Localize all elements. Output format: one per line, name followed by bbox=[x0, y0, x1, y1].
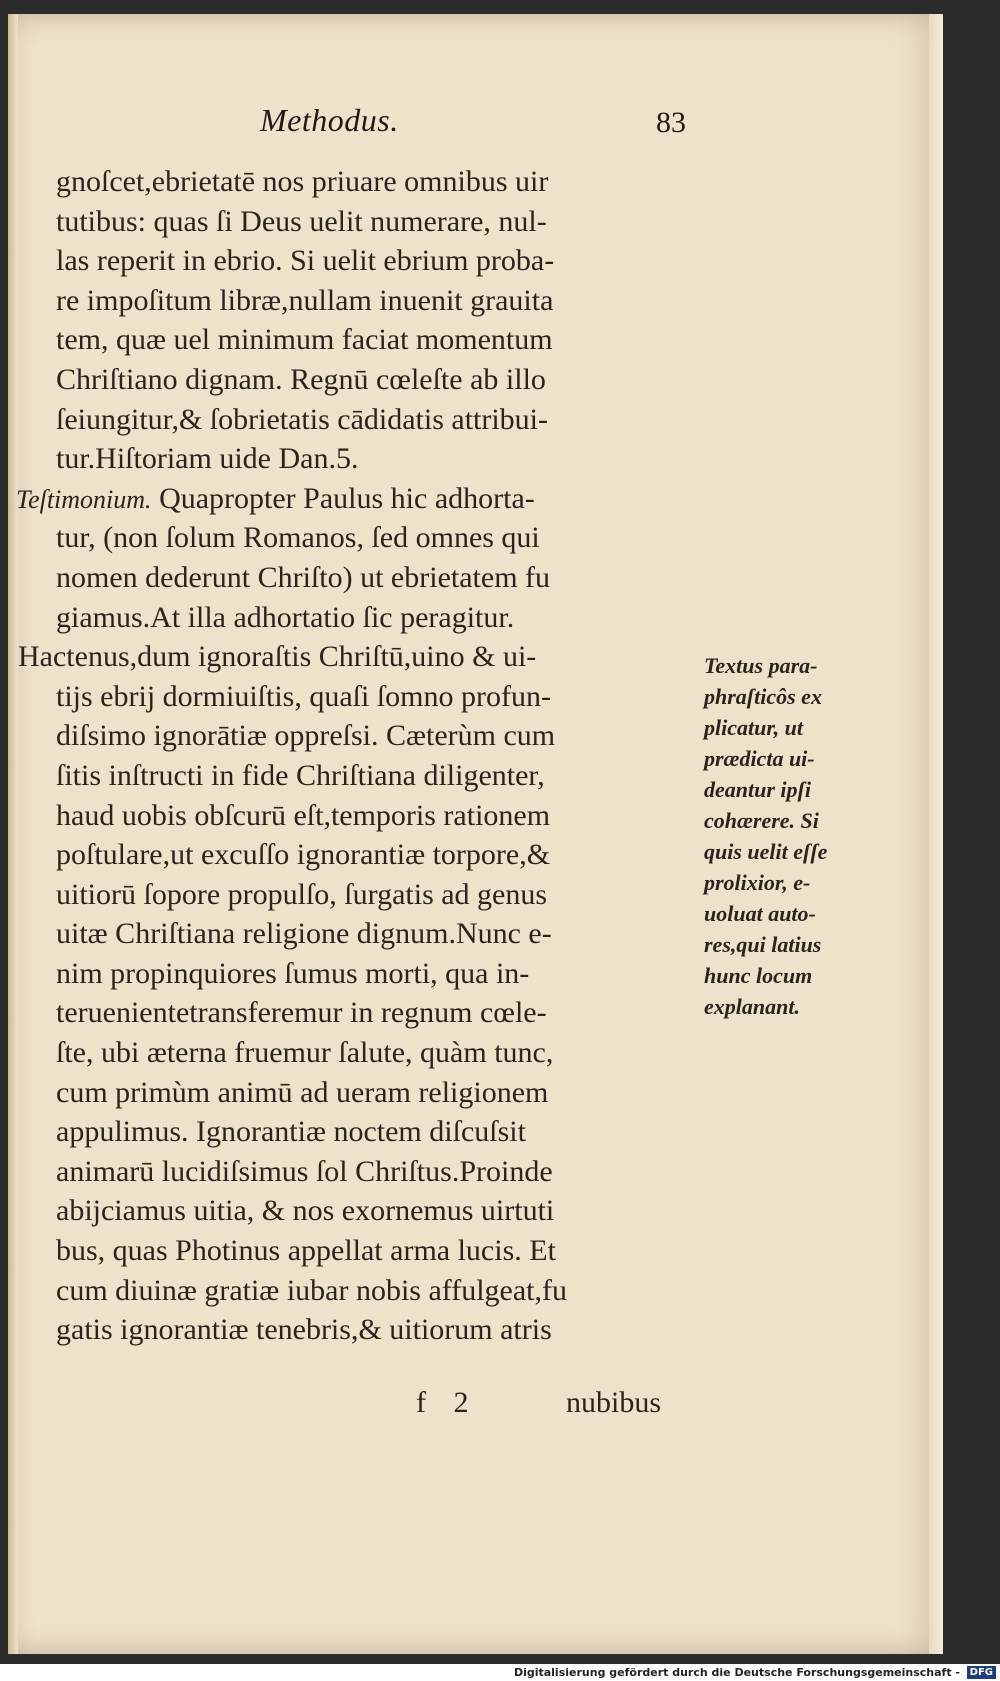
text-line: uitæ Chriſtiana religione dignum.Nunc e- bbox=[56, 917, 552, 951]
text-line: tutibus: quas ſi Deus uelit numerare, nul- bbox=[56, 204, 547, 238]
text-line: diſsimo ignorātiæ oppreſsi. Cæterùm cum bbox=[56, 719, 556, 753]
footer-credit: Digitalisierung gefördert durch die Deutsche Forschungsgemeinschaft - bbox=[513, 1666, 960, 1679]
text-line: tem, quæ uel minimum faciat momentum bbox=[56, 323, 553, 357]
text-line: nomen dederunt Chriſto) ut ebrietatem fu bbox=[56, 560, 551, 594]
text-line: cum diuinæ gratiæ iubar nobis affulgeat,fu bbox=[56, 1273, 568, 1307]
text-line: giamus.At illa adhortatio ſic peragitur. bbox=[56, 600, 515, 634]
text-line: Quapropter Paulus hic adhorta- bbox=[159, 481, 535, 515]
text-line: bus, quas Photinus appellat arma lucis. Et bbox=[56, 1234, 556, 1268]
page-gutter bbox=[8, 14, 18, 1654]
text-line: Chriſtiano dignam. Regnū cœleſte ab illo bbox=[56, 362, 546, 396]
text-line: ſitis inſtructi in fide Chriſtiana diligenter, bbox=[56, 758, 545, 792]
catchword: nubibus bbox=[566, 1386, 662, 1419]
footer-bar bbox=[0, 1664, 1000, 1681]
sidenote-label: Teſtimonium. bbox=[16, 484, 152, 514]
text-line: teruenientetransferemur in regnum cœle- bbox=[56, 996, 547, 1030]
text-line: nim propinquiores ſumus morti, qua in- bbox=[56, 956, 530, 990]
margin-note-line: Textus para- bbox=[704, 653, 818, 678]
margin-note-line: explanant. bbox=[704, 994, 800, 1019]
page-edge bbox=[929, 14, 943, 1654]
text-line: tijs ebrij dormiuiſtis, quaſi ſomno profun- bbox=[56, 679, 551, 713]
margin-note-line: hunc locum bbox=[704, 963, 813, 988]
text-line-with-label bbox=[16, 479, 696, 519]
margin-note-line: prædicta ui- bbox=[704, 746, 815, 771]
text-line: appulimus. Ignorantiæ noctem diſcuſsit bbox=[56, 1115, 526, 1149]
dfg-logo: DFG bbox=[967, 1666, 996, 1679]
margin-note-line: cohærere. Si bbox=[704, 808, 819, 833]
text-line: gnoſcet,ebrietatē nos priuare omnibus uir bbox=[56, 165, 549, 198]
text-line: tur.Hiſtoriam uide Dan.5. bbox=[56, 442, 359, 476]
text-line: re impoſitum libræ,nullam inuenit grauita bbox=[56, 283, 554, 317]
text-line: ſte, ubi æterna fruemur ſalute, quàm tunc, bbox=[56, 1036, 554, 1070]
running-head: Methodus. bbox=[260, 102, 399, 138]
text-line: Hactenus,dum ignoraſtis Chriſtū,uino & ui- bbox=[18, 640, 537, 674]
margin-note-line: deantur ipſi bbox=[704, 777, 811, 802]
page-number: 83 bbox=[656, 106, 686, 139]
margin-note-line: quis uelit eſſe bbox=[704, 839, 828, 864]
text-line: las reperit in ebrio. Si uelit ebrium proba- bbox=[56, 244, 555, 278]
margin-note-line: prolixior, e- bbox=[704, 870, 811, 895]
text-line: tur, (non ſolum Romanos, ſed omnes qui bbox=[56, 521, 540, 555]
margin-note-line: uoluat auto- bbox=[704, 901, 816, 926]
body-text bbox=[16, 162, 696, 1350]
text-line: ſeiungitur,& ſobrietatis cādidatis attribui- bbox=[56, 402, 549, 436]
text-line: haud uobis obſcurū eſt,temporis rationem bbox=[56, 798, 551, 832]
margin-note-line: res,qui latius bbox=[704, 932, 822, 957]
signature-mark: f 2 bbox=[416, 1386, 469, 1419]
margin-note-line: plicatur, ut bbox=[704, 715, 804, 740]
text-line: gatis ignorantiæ tenebris,& uitiorum atris bbox=[56, 1313, 552, 1347]
margin-note bbox=[704, 650, 884, 1022]
text-line: cum primùm animū ad ueram religionem bbox=[56, 1075, 549, 1109]
text-line: poſtulare,ut excuſſo ignorantiæ torpore,& bbox=[56, 838, 551, 872]
margin-note-line: phraſticôs ex bbox=[704, 684, 822, 709]
book-page bbox=[8, 14, 943, 1654]
text-line: animarū lucidiſsimus ſol Chriſtus.Proinde bbox=[56, 1154, 553, 1188]
text-line: uitiorū ſopore propulſo, ſurgatis ad genus bbox=[56, 877, 548, 911]
text-line: abijciamus uitia, & nos exornemus uirtuti bbox=[56, 1194, 555, 1228]
